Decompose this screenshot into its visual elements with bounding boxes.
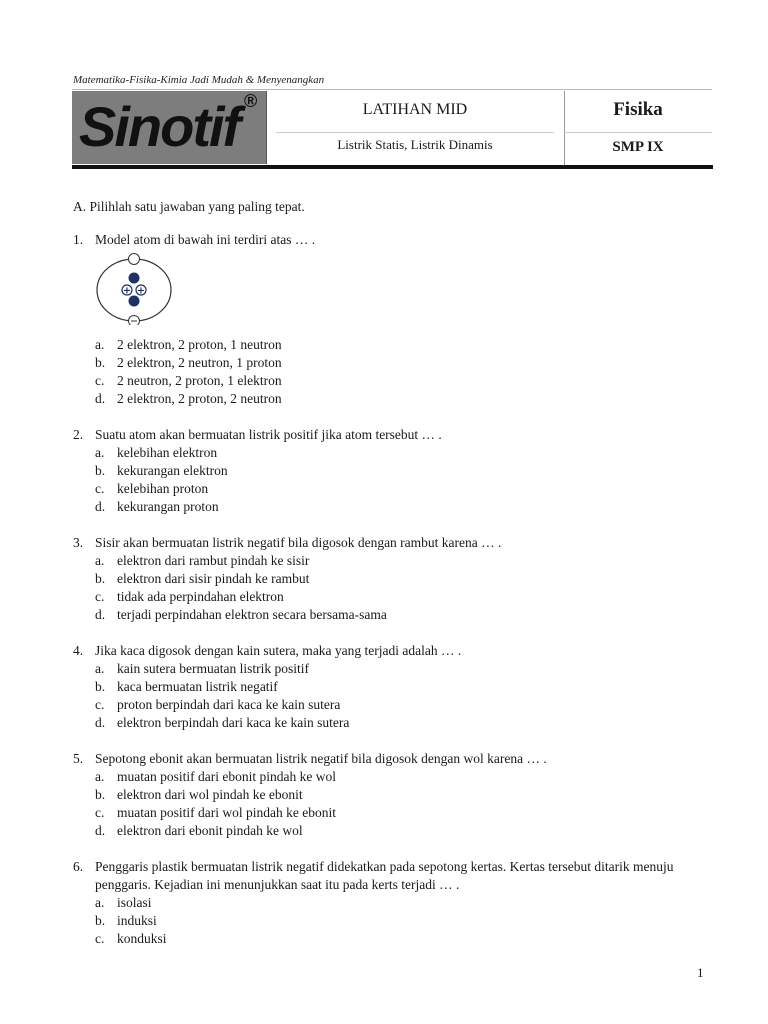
- option-text: proton berpindah dari kaca ke kain sutera: [117, 697, 341, 712]
- option-text: kaca bermuatan listrik negatif: [117, 679, 278, 694]
- answer-option: [95, 336, 713, 354]
- answer-option: [95, 354, 713, 372]
- answer-option: [95, 786, 713, 804]
- question-list: [73, 231, 713, 948]
- option-letter: b.: [95, 463, 106, 478]
- option-text: muatan positif dari ebonit pindah ke wol: [117, 769, 336, 784]
- option-text: kekurangan proton: [117, 499, 219, 514]
- section-instruction: A. Pilihlah satu jawaban yang paling tepat.: [73, 199, 305, 214]
- option-text: elektron dari rambut pindah ke sisir: [117, 553, 310, 568]
- option-letter: d.: [95, 391, 106, 406]
- answer-option: [95, 678, 713, 696]
- answer-option: [95, 804, 713, 822]
- option-text: elektron dari sisir pindah ke rambut: [117, 571, 310, 586]
- neutron-top: [129, 273, 140, 284]
- option-text: induksi: [117, 913, 157, 928]
- option-letter: b.: [95, 787, 106, 802]
- subject-cell: [564, 91, 712, 165]
- question-text: Penggaris plastik bermuatan listrik negatif didekatkan pada sepotong kertas. Kertas tersebut ditarik menuju penggaris. Kejadian ini menunjukkan saat itu pada kerts terjadi … .: [95, 859, 674, 892]
- option-letter: c.: [95, 481, 105, 496]
- option-text: elektron dari ebonit pindah ke wol: [117, 823, 303, 838]
- option-letter: b.: [95, 913, 106, 928]
- question-number: 6.: [73, 859, 84, 874]
- logo-text: Sinotif: [79, 95, 240, 158]
- answer-option: [95, 696, 713, 714]
- option-letter: d.: [95, 607, 106, 622]
- question-row: [73, 534, 713, 552]
- question-number: 1.: [73, 232, 84, 247]
- option-letter: c.: [95, 589, 105, 604]
- title-divider: [276, 132, 554, 133]
- answer-option: [95, 570, 713, 588]
- option-letter: a.: [95, 337, 105, 352]
- option-text: kain sutera bermuatan listrik positif: [117, 661, 309, 676]
- option-letter: c.: [95, 697, 105, 712]
- option-text: 2 neutron, 2 proton, 1 elektron: [117, 373, 282, 388]
- answer-option: [95, 462, 713, 480]
- atom-model-figure: [95, 253, 175, 325]
- electron-bottom: [129, 316, 140, 326]
- answer-option: [95, 444, 713, 462]
- answer-option: [95, 498, 713, 516]
- option-letter: c.: [95, 931, 105, 946]
- option-text: isolasi: [117, 895, 152, 910]
- option-text: konduksi: [117, 931, 167, 946]
- document-header: [72, 89, 712, 166]
- option-letter: b.: [95, 679, 106, 694]
- option-letter: a.: [95, 553, 105, 568]
- option-letter: c.: [95, 805, 105, 820]
- question-1: [73, 231, 713, 408]
- question-text: Sisir akan bermuatan listrik negatif bila digosok dengan rambut karena … .: [95, 535, 502, 550]
- proton-right-sign: +: [136, 285, 146, 297]
- option-text: kekurangan elektron: [117, 463, 228, 478]
- option-text: elektron dari wol pindah ke ebonit: [117, 787, 303, 802]
- option-text: 2 elektron, 2 neutron, 1 proton: [117, 355, 282, 370]
- answer-option: [95, 390, 713, 408]
- answer-option: [95, 552, 713, 570]
- exam-content: [73, 198, 713, 966]
- option-text: elektron berpindah dari kaca ke kain sutera: [117, 715, 350, 730]
- answer-option: [95, 822, 713, 840]
- question-3: [73, 534, 713, 624]
- option-text: terjadi perpindahan elektron secara bersama-sama: [117, 607, 387, 622]
- option-letter: b.: [95, 571, 106, 586]
- question-number: 5.: [73, 751, 84, 766]
- question-row: [73, 858, 713, 894]
- option-letter: c.: [95, 373, 105, 388]
- sinotif-logo: [72, 91, 267, 164]
- option-text: tidak ada perpindahan elektron: [117, 589, 284, 604]
- header-tagline: Matematika-Fisika-Kimia Jadi Mudah & Menyenangkan: [73, 74, 325, 86]
- option-letter: d.: [95, 823, 106, 838]
- option-letter: a.: [95, 445, 105, 460]
- electron-orbit: [97, 259, 171, 321]
- exam-title: LATIHAN MID: [362, 101, 468, 118]
- answer-option: [95, 912, 713, 930]
- question-row: [73, 231, 713, 249]
- header-rule: [72, 165, 713, 169]
- option-text: 2 elektron, 2 proton, 1 neutron: [117, 337, 282, 352]
- answer-option: [95, 480, 713, 498]
- answer-option: [95, 768, 713, 786]
- option-text: kelebihan elektron: [117, 445, 218, 460]
- exam-topic: Listrik Statis, Listrik Dinamis: [337, 137, 493, 152]
- answer-option: [95, 930, 713, 948]
- answer-option: [95, 660, 713, 678]
- option-text: 2 elektron, 2 proton, 2 neutron: [117, 391, 282, 406]
- option-letter: d.: [95, 499, 106, 514]
- title-cell: [266, 91, 565, 165]
- question-row: [73, 426, 713, 444]
- question-text: Suatu atom akan bermuatan listrik positif jika atom tersebut … .: [95, 427, 442, 442]
- subject-divider: [564, 132, 712, 133]
- neutron-bottom: [129, 296, 140, 307]
- proton-left-sign: +: [122, 285, 132, 297]
- answer-option: [95, 372, 713, 390]
- option-letter: d.: [95, 715, 106, 730]
- question-4: [73, 642, 713, 732]
- option-letter: b.: [95, 355, 106, 370]
- question-number: 3.: [73, 535, 84, 550]
- option-letter: a.: [95, 769, 105, 784]
- page-number: 1: [697, 965, 704, 980]
- registered-mark: ®: [244, 91, 258, 111]
- question-row: [73, 642, 713, 660]
- answer-option: [95, 714, 713, 732]
- question-6: [73, 858, 713, 948]
- question-text: Sepotong ebonit akan bermuatan listrik negatif bila digosok dengan wol karena … .: [95, 751, 547, 766]
- option-text: kelebihan proton: [117, 481, 209, 496]
- question-2: [73, 426, 713, 516]
- answer-option: [95, 894, 713, 912]
- grade-level: SMP IX: [612, 139, 664, 155]
- question-row: [73, 750, 713, 768]
- question-text: Model atom di bawah ini terdiri atas … .: [95, 232, 316, 247]
- answer-option: [95, 606, 713, 624]
- question-number: 4.: [73, 643, 84, 658]
- option-letter: a.: [95, 661, 105, 676]
- question-5: [73, 750, 713, 840]
- question-text: Jika kaca digosok dengan kain sutera, maka yang terjadi adalah … .: [95, 643, 462, 658]
- answer-option: [95, 588, 713, 606]
- option-text: muatan positif dari wol pindah ke ebonit: [117, 805, 336, 820]
- subject-name: Fisika: [613, 99, 663, 120]
- option-letter: a.: [95, 895, 105, 910]
- question-number: 2.: [73, 427, 84, 442]
- electron-top: [129, 254, 140, 265]
